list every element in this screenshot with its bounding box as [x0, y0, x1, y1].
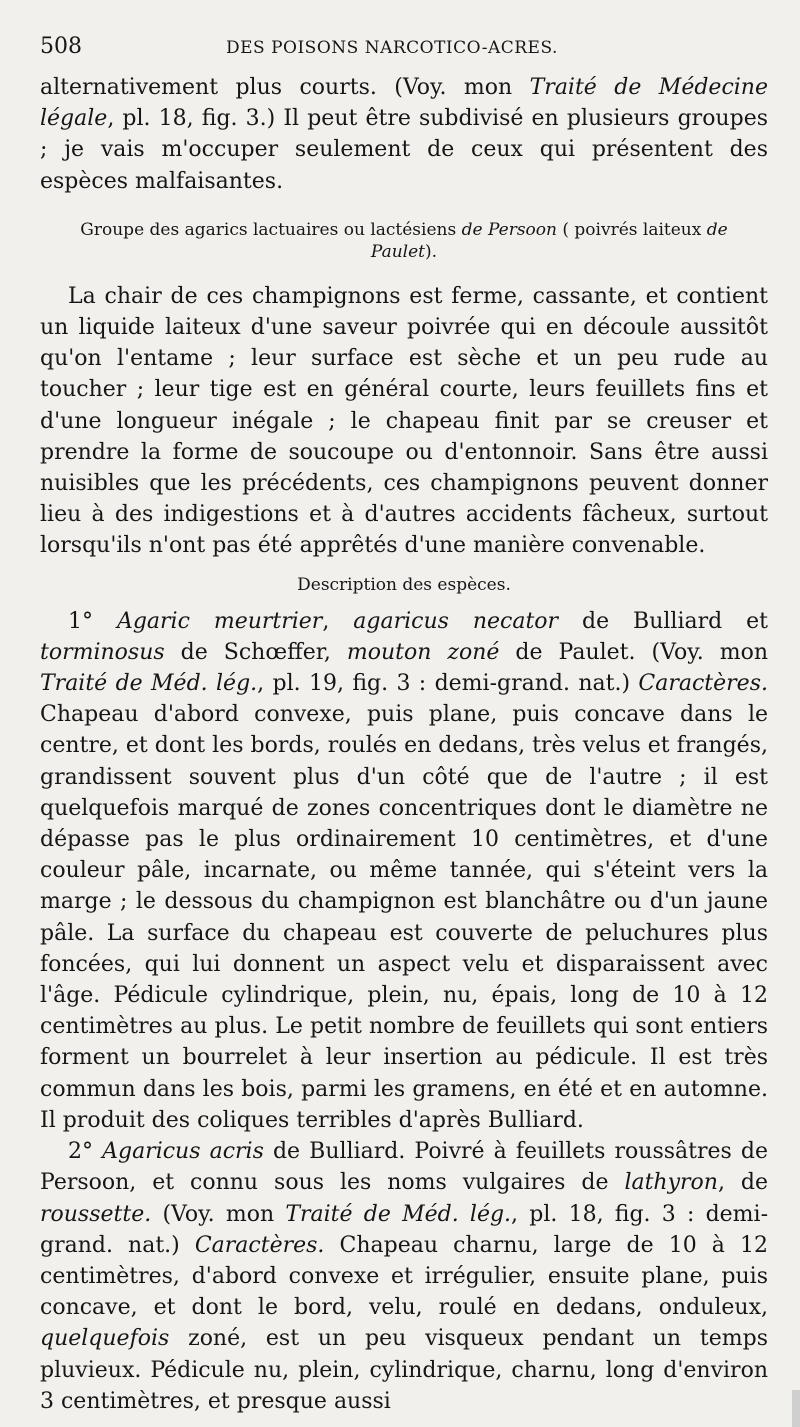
species-2-paragraph: 2° Agaricus acris de Bulliard. Poivré à feuillets roussâtres de Persoon, et connu sous les noms vulgaires de lathyron, de roussette. (Voy. mon Traité de Méd. lég., pl. 18, fig. 3 : demi-grand. nat.) Caractères. Chapeau charnu, large de 10 à 12 centimètres, d'abord convexe et irrégulier, ensuite plane, puis concave, et dont le bord, velu, roulé en dedans, onduleux, quelquefois zoné, est un peu visqueux pendant un temps pluvieux. Pédicule nu, plein, cylindrique, charnu, long d'environ 3 centimètres, et presque aussi [40, 1139, 769, 1414]
page-number: 508 [40, 34, 82, 59]
page-header [40, 34, 768, 76]
running-title: DES POISONS NARCOTICO-ACRES. [226, 38, 558, 58]
page-edge-mark [792, 1390, 800, 1427]
species-1-paragraph: 1° Agaric meurtrier, agaricus necator de Bulliard et torminosus de Schœffer, mouton zoné de Paulet. (Voy. mon Traité de Méd. lég., pl. 19, fig. 3 : demi-grand. nat.) Caractères. Chapeau d'abord convexe, puis plane, puis concave dans le centre, et dont les bords, roulés en dedans, très velus et frangés, grandissent souvent plus d'un côté que de l'autre ; il est quelquefois marqué de zones concentriques dont le diamètre ne dépasse pas le plus ordinairement 10 centimètres, et d'une couleur pâle, incarnate, ou même tannée, qui s'éteint vers la marge ; le dessous du champignon est blanchâtre ou d'un jaune pâle. La surface du chapeau est couverte de peluchures plus foncées, qui lui donnent un aspect velu et disparaissent avec l'âge. Pédicule cylindrique, plein, nu, épais, long de 10 à 12 centimètres au plus. Le petit nombre de feuillets qui sont entiers forment un bourrelet à leur insertion au pédicule. Il est très commun dans les bois, parmi les gramens, en été et en automne. Il produit des coliques terribles d'après Bulliard. [40, 608, 768, 1133]
section-heading: Description des espèces. [297, 574, 511, 595]
group-description-paragraph: La chair de ces champignons est ferme, cassante, et contient un liquide laiteux d'une saveur poivrée qui en découle aussitôt qu'on l'entame ; leur surface est sèche et un peu rude au toucher ; leur tige est en général courte, leurs feuillets fins et d'une longueur inégale ; le chapeau finit par se creuser et prendre la forme de soucoupe ou d'entonnoir. Sans être aussi nuisibles que les précédents, ces champignons peuvent donner lieu à des indigestions et à d'autres accidents fâcheux, surtout lorsqu'ils n'ont pas été apprêtés d'une manière convenable. [40, 283, 768, 559]
intro-paragraph: alternativement plus courts. (Voy. mon Traité de Médecine légale, pl. 18, fig. 3.) Il peut être subdivisé en plusieurs groupes ; je vais m'occuper seulement de ceux qui présentent des espèces malfaisantes. [40, 75, 768, 194]
group-heading: Groupe des agarics lactuaires ou lactésiens de Persoon ( poivrés laiteux de Paulet). [80, 219, 728, 262]
